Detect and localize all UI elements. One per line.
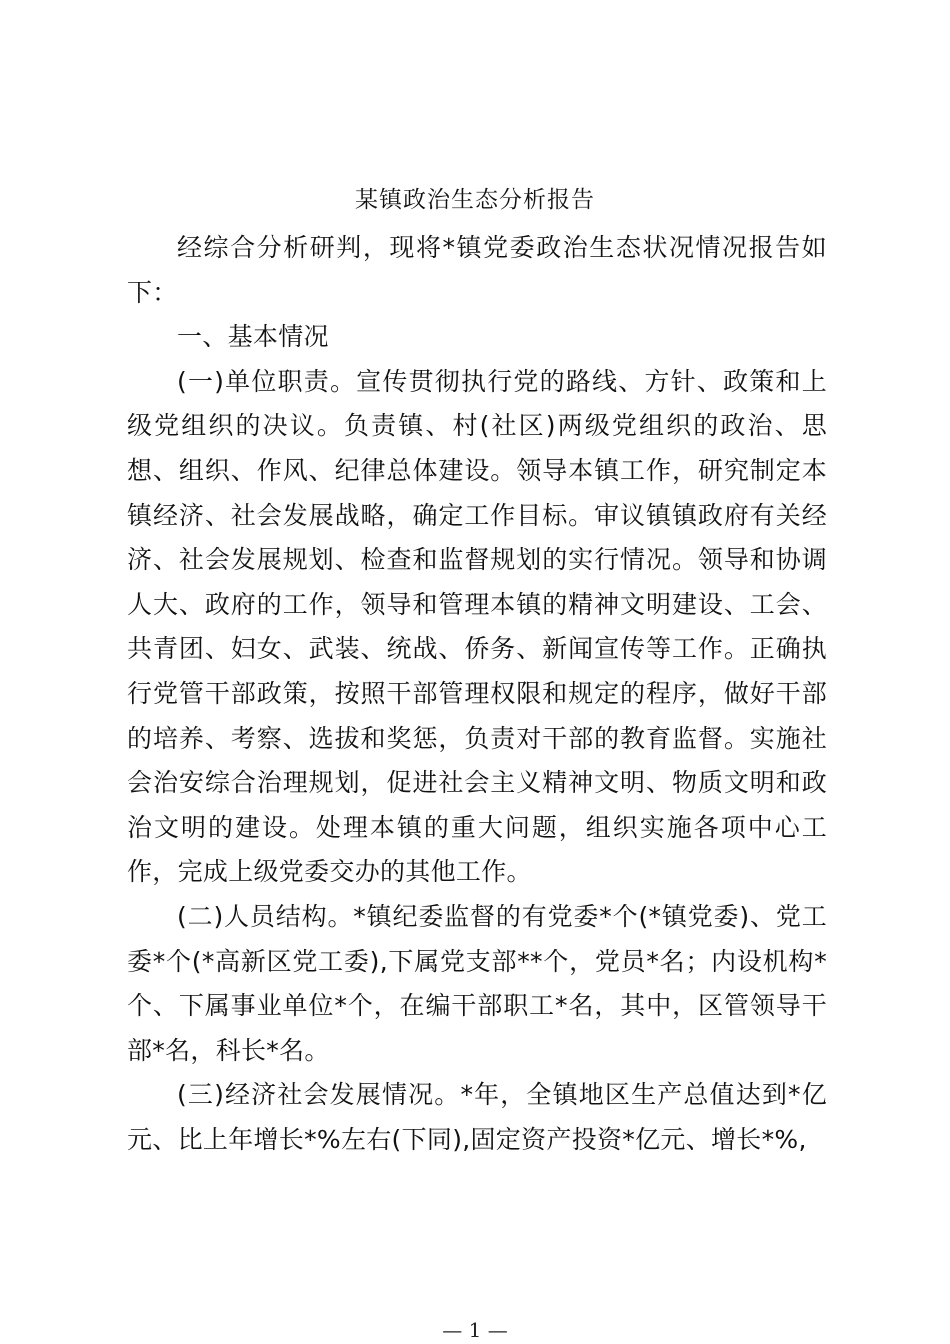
paragraph-economic-development: (三)经济社会发展情况。*年，全镇地区生产总值达到*亿元、比上年增长*%左右(下同),固定资产投资*亿元、增长*%, [127,1080,827,1154]
document-title: 某镇政治生态分析报告 [355,187,595,213]
section-heading-basic-info: 一、基本情况 [177,322,329,352]
paragraph-staff-structure: (二)人员结构。*镇纪委监督的有党委*个(*镇党委)、党工委*个(*高新区党工委),下属党支部**个，党员*名；内设机构*个、下属事业单位*个，在编干部职工*名，其中，区管领导干部*名，科长*名。 [127,901,827,1065]
document-body [127,226,827,1162]
intro-paragraph: 经综合分析研判，现将*镇党委政治生态状况情况报告如下： [127,233,827,307]
paragraph-unit-duties: (一)单位职责。宣传贯彻执行党的路线、方针、政策和上级党组织的决议。负责镇、村(社区)两级党组织的政治、思想、组织、作风、纪律总体建设。领导本镇工作，研究制定本镇经济、社会发展战略，确定工作目标。审议镇镇政府有关经济、社会发展规划、检查和监督规划的实行情况。领导和协调人大、政府的工作，领导和管理本镇的精神文明建设、工会、共青团、妇女、武装、统战、侨务、新闻宣传等工作。正确执行党管干部政策，按照干部管理权限和规定的程序，做好干部的培养、考察、选拔和奖惩，负责对干部的教育监督。实施社会治安综合治理规划，促进社会主义精神文明、物质文明和政治文明的建设。处理本镇的重大问题，组织实施各项中心工作，完成上级党委交办的其他工作。 [127,366,827,887]
page-number: — 1 — [442,1318,508,1342]
